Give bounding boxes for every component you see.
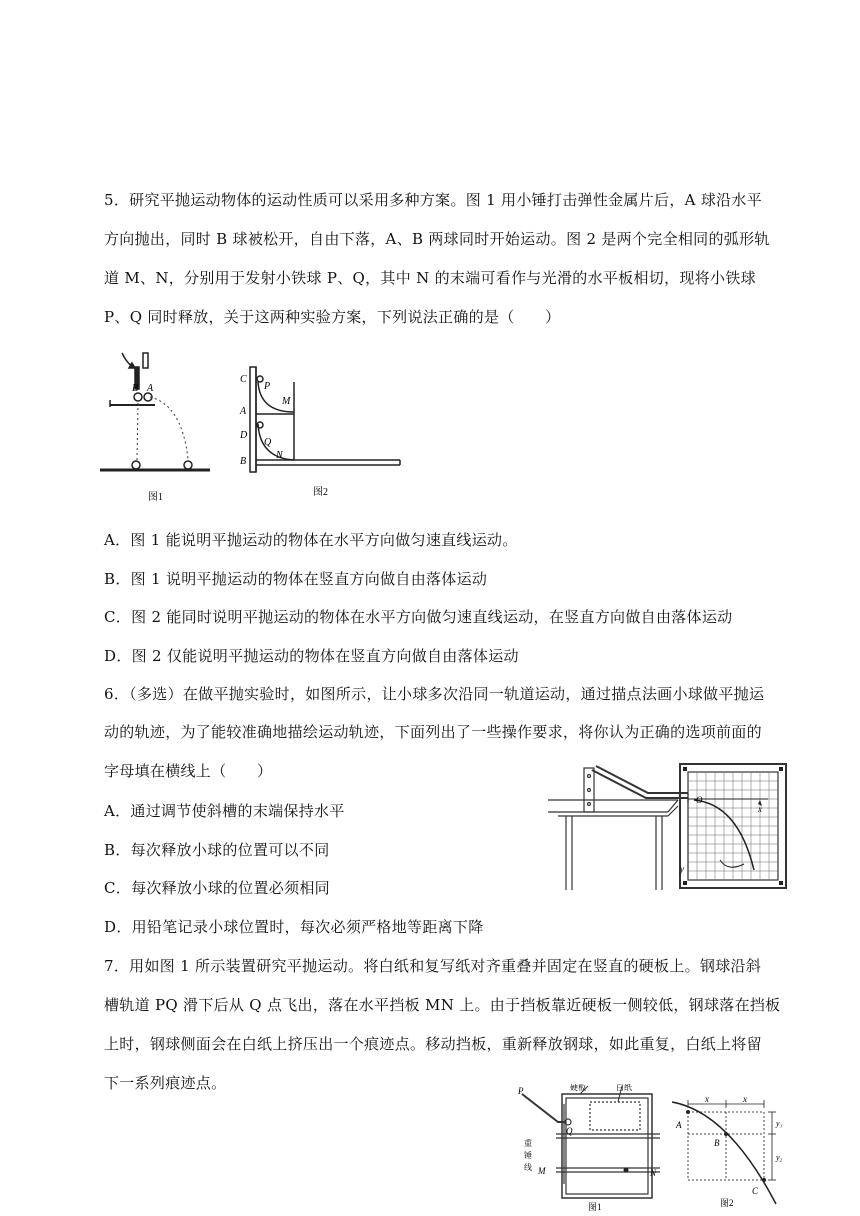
q5-option-d: D．图 2 仅能说明平抛运动的物体在竖直方向做自由落体运动: [104, 647, 519, 665]
q7-fig2-label-x1: x: [705, 1094, 709, 1104]
q7-text-line-3: 上时，钢球侧面会在白纸上挤压出一个痕迹点。移动挡板，重新释放钢球，如此重复，白纸上将留: [104, 1035, 762, 1053]
q5-text-line-1: 5．研究平抛运动物体的运动性质可以采用多种方案。图 1 用小锤打击弹性金属片后，A 球沿水平: [104, 191, 763, 209]
q7-fig2-label-x2: x: [743, 1094, 747, 1104]
q6-text-line-1: 6．（多选）在做平抛实验时，如图所示，让小球多次沿同一轨道运动，通过描点法画小球做平抛运: [104, 685, 765, 703]
q7-fig2-label-b: B: [714, 1138, 720, 1148]
q5-fig2-caption: 图2: [313, 487, 328, 498]
q6-label-x: x: [758, 804, 762, 814]
q5-fig1-label-a: A: [147, 383, 154, 394]
q5-option-a: A．图 1 能说明平抛运动的物体在水平方向做匀速直线运动。: [104, 531, 518, 549]
q7-fig1-label-plumb-2: 锤: [524, 1151, 532, 1160]
q5-fig2-label-c: C: [240, 374, 247, 385]
q6-option-c: C．每次释放小球的位置必须相同: [104, 879, 330, 897]
q7-fig1-label-m: M: [538, 1166, 546, 1176]
q7-fig2-label-y2: y₂: [776, 1153, 783, 1162]
q5-fig2-label-a: A: [240, 406, 247, 417]
q5-fig2-label-b: B: [240, 456, 247, 467]
q7-figure-1: [510, 1084, 670, 1214]
q7-fig1-label-plumb-1: 重: [524, 1139, 532, 1148]
q6-label-y: y: [680, 864, 684, 874]
q7-fig2-label-a: A: [676, 1120, 682, 1130]
q7-fig1-label-n: N: [650, 1168, 657, 1178]
q5-text-line-2: 方向抛出，同时 B 球被松开，自由下落，A、B 两球同时开始运动。图 2 是两个完全相同的弧形轨: [104, 230, 770, 248]
q7-fig1-label-plumb-3: 线: [524, 1163, 532, 1172]
q6-option-d: D．用铅笔记录小球位置时，每次必须严格地等距离下降: [104, 918, 484, 936]
q5-figure-2: [230, 362, 410, 502]
q7-fig2-label-c: C: [752, 1186, 759, 1196]
q7-text-line-4: 下一系列痕迹点。: [104, 1074, 227, 1092]
q5-fig2-label-m: M: [282, 396, 291, 407]
q5-text-line-4: P、Q 同时释放，关于这两种实验方案，下列说法正确的是（ ）: [104, 308, 561, 326]
q5-fig2-label-q: Q: [264, 437, 272, 448]
q5-fig2-label-n: N: [276, 450, 283, 461]
q5-fig2-label-d: D: [240, 430, 248, 441]
q6-apparatus-figure: [548, 760, 788, 892]
q6-label-o: O: [696, 795, 703, 805]
q7-text-line-1: 7．用如图 1 所示装置研究平抛运动。将白纸和复写纸对齐重叠并固定在竖直的硬板上。钢球沿斜: [104, 957, 762, 975]
q7-figure-2: [668, 1094, 798, 1212]
q6-text-line-2: 动的轨迹，为了能较准确地描绘运动轨迹，下面列出了一些操作要求，将你认为正确的选项前面的: [104, 723, 762, 741]
q7-fig2-caption: 图2: [720, 1198, 734, 1208]
q7-fig2-label-y1: y₁: [776, 1119, 783, 1128]
q5-figure-1: [100, 345, 210, 505]
q6-option-b: B．每次释放小球的位置可以不同: [104, 841, 330, 859]
q5-fig1-label-b: B: [132, 383, 139, 394]
q5-option-c: C．图 2 能同时说明平抛运动的物体在水平方向做匀速直线运动，在竖直方向做自由落体运动: [104, 608, 733, 626]
q7-fig1-label-board: 硬板: [570, 1084, 586, 1092]
q5-fig2-label-p: P: [264, 381, 271, 392]
q7-text-line-2: 槽轨道 PQ 滑下后从 Q 点飞出，落在水平挡板 MN 上。由于挡板靠近硬板一侧较低，钢球落在挡板: [104, 996, 781, 1014]
q5-text-line-3: 道 M、N，分别用于发射小铁球 P、Q，其中 N 的末端可看作与光滑的水平板相切，现将小铁球: [104, 269, 756, 287]
q7-fig1-label-p: P: [518, 1086, 524, 1096]
q7-fig1-caption: 图1: [588, 1202, 602, 1212]
q7-fig1-label-paper: 白纸: [616, 1084, 632, 1092]
q5-fig1-caption: 图1: [148, 492, 163, 503]
q5-option-b: B．图 1 说明平抛运动的物体在竖直方向做自由落体运动: [104, 570, 488, 588]
q7-fig1-label-q: Q: [566, 1126, 573, 1136]
q6-text-line-3: 字母填在横线上（ ）: [104, 762, 273, 780]
q6-option-a: A．通过调节使斜槽的末端保持水平: [104, 802, 345, 820]
